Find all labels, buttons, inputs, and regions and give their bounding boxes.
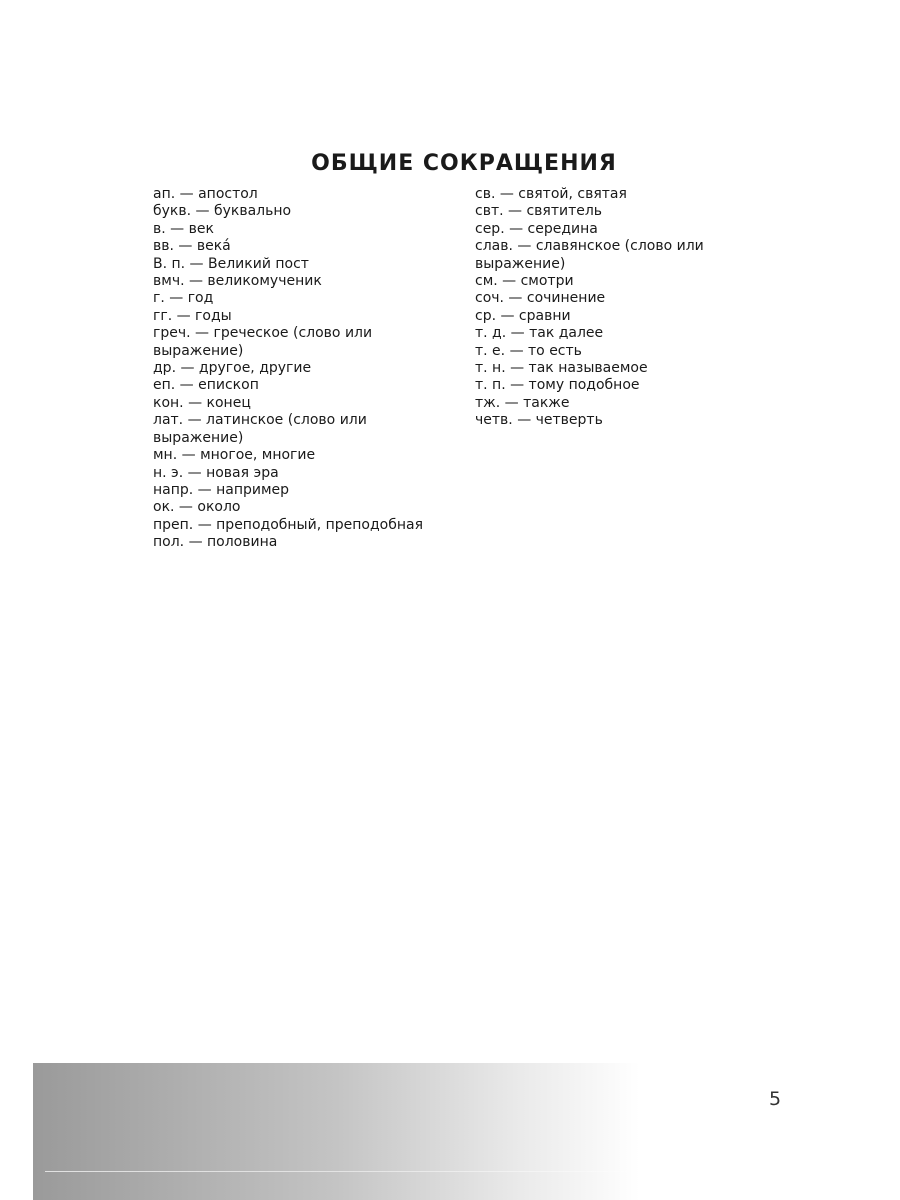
abbreviation-entry: напр. — например xyxy=(153,481,290,498)
abbreviation-entry: букв. — буквально xyxy=(153,203,292,220)
abbreviation-entry: см. — смотри xyxy=(475,273,574,290)
abbreviation-entry: пол. — половина xyxy=(153,534,278,551)
abbreviation-entry: слав. — славянское (слово или xyxy=(475,238,704,255)
abbreviation-entry: т. п. — тому подобное xyxy=(475,377,640,394)
abbreviation-entry: г. — год xyxy=(153,290,214,307)
abbreviation-entry-continuation: выражение) xyxy=(153,342,244,359)
abbreviation-entry: св. — святой, святая xyxy=(475,186,627,202)
abbreviation-entry: В. п. — Великий пост xyxy=(153,255,309,272)
abbreviation-entry: вв. — века́ xyxy=(153,238,231,255)
abbreviation-entry: вмч. — великомученик xyxy=(153,273,322,290)
abbreviation-entry: кон. — конец xyxy=(153,394,251,411)
abbreviation-entry: лат. — латинское (слово или xyxy=(153,412,367,429)
abbreviation-entry: ок. — около xyxy=(153,499,241,516)
abbreviation-entry: еп. — епископ xyxy=(153,377,259,394)
abbreviation-entry: ср. — сравни xyxy=(475,307,571,324)
abbreviation-entry: гг. — годы xyxy=(153,307,232,324)
abbreviations-left-column xyxy=(153,186,453,552)
abbreviations-right-column xyxy=(475,186,725,430)
abbreviation-entry: тж. — также xyxy=(475,394,570,411)
abbreviation-entry: мн. — многое, многие xyxy=(153,447,316,464)
abbreviation-entry: т. н. — так называемое xyxy=(475,360,648,377)
page-number: 5 xyxy=(768,1088,782,1110)
page-title: ОБЩИЕ СОКРАЩЕНИЯ xyxy=(311,150,617,176)
abbreviation-entry: т. д. — так далее xyxy=(475,325,604,342)
abbreviation-entry: преп. — преподобный, преподобная xyxy=(153,516,424,533)
abbreviation-entry: сер. — середина xyxy=(475,220,598,237)
abbreviation-entry-continuation: выражение) xyxy=(475,255,566,272)
abbreviation-entry: др. — другое, другие xyxy=(153,360,312,377)
abbreviation-entry: свт. — святитель xyxy=(475,203,603,220)
abbreviation-entry-continuation: выражение) xyxy=(153,429,244,446)
footer-gradient-band xyxy=(33,1063,900,1200)
abbreviation-entry: в. — век xyxy=(153,220,214,237)
abbreviation-entry: четв. — четверть xyxy=(475,412,603,429)
abbreviation-entry: соч. — сочинение xyxy=(475,290,606,307)
abbreviation-entry: н. э. — новая эра xyxy=(153,464,279,481)
footer-divider xyxy=(45,1171,900,1172)
abbreviation-entry: греч. — греческое (слово или xyxy=(153,325,373,342)
abbreviation-entry: т. е. — то есть xyxy=(475,342,582,359)
abbreviation-entry: ап. — апостол xyxy=(153,186,258,202)
